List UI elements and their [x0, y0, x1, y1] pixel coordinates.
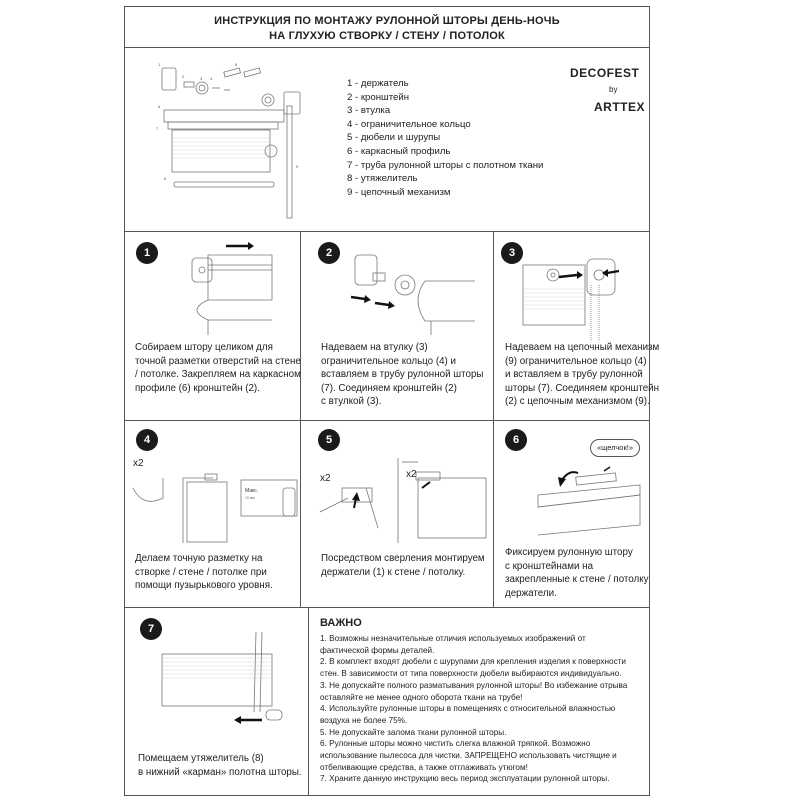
step-6-illustration — [530, 455, 645, 535]
diagram-label-2: 2 — [182, 74, 185, 79]
part-item: 6 - каркасный профиль — [347, 145, 451, 157]
step-4-inset-label: Макс. — [245, 488, 259, 494]
important-heading: ВАЖНО — [320, 617, 362, 629]
step-3-text — [505, 341, 659, 409]
step-text-line: шторы (7). Соединяем кронштейн — [505, 382, 660, 394]
brand-partner: ARTTEX — [594, 100, 645, 114]
step-text-line: Делаем точную разметку на — [135, 553, 263, 564]
page-title — [124, 14, 650, 44]
important-notes — [320, 633, 638, 785]
part-item: 3 - втулка — [347, 105, 391, 117]
step-text-line: с кронштейнами на — [505, 560, 594, 572]
step-text-line: точной разметки отверстий на стене — [135, 355, 301, 367]
title-line-2: НА ГЛУХУЮ СТВОРКУ / СТЕНУ / ПОТОЛОК — [269, 30, 505, 42]
important-line: 1. Возможны незначительные отличия используемых изображений от — [320, 634, 586, 643]
step-text-line: (2) с цепочным механизмом (9). — [505, 396, 650, 408]
parts-legend — [347, 77, 543, 199]
important-line: 6. Рулонные шторы можно чистить слегка влажной тряпкой. Возможно — [320, 739, 591, 749]
part-item: 7 - труба рулонной шторы с полотном ткани — [347, 159, 544, 171]
step-1-text — [135, 341, 301, 395]
step-text-line: помощи пузырькового уровня. — [135, 580, 273, 592]
important-line: использование пылесоса для чистки. ЗАПРЕЩЕНО использовать чистящие и — [320, 751, 617, 761]
step-3-badge: 3 — [501, 242, 523, 264]
part-item: 2 - кронштейн — [347, 91, 410, 103]
part-item: 1 - держатель — [347, 78, 409, 89]
step-text-line: закрепленные к стене / потолку — [505, 574, 649, 586]
diagram-label-9: 9 — [296, 164, 299, 169]
step-5-illustration — [318, 458, 493, 543]
step-text-line: в нижний «карман» полотна шторы. — [138, 766, 302, 778]
divider — [308, 607, 309, 796]
part-item: 5 - дюбели и шурупы — [347, 132, 441, 144]
step-text-line: Надеваем на цепочный механизм — [505, 342, 660, 353]
diagram-label-5: 5 — [235, 62, 238, 67]
important-line: стен. В зависимости от типа поверхности дюбели выбираются индивидуально. — [320, 669, 622, 679]
step-2-text — [321, 341, 483, 409]
step-6-badge: 6 — [505, 429, 527, 451]
diagram-label-7: 7 — [156, 126, 159, 131]
important-line: оставляйте не менее одного оборота ткани на трубе! — [320, 692, 523, 702]
important-line: воздуха не более 75%. — [320, 715, 408, 725]
step-text-line: (7). Соединяем кронштейн (2) — [321, 382, 457, 394]
brand-name: DECOFEST — [570, 66, 640, 80]
important-line: 5. Не допускайте залома ткани рулонной шторы. — [320, 727, 507, 737]
step-text-line: Надеваем на втулку (3) — [321, 342, 428, 353]
step-text-line: Посредством сверления монтируем — [321, 553, 485, 564]
step-1-illustration — [178, 240, 278, 335]
diagram-label-3: 3 — [200, 76, 203, 81]
step-4-badge: 4 — [136, 429, 158, 451]
diagram-label-6: 6 — [158, 104, 161, 109]
step-6-text — [505, 546, 649, 600]
step-7-illustration — [158, 632, 303, 737]
divider — [124, 47, 650, 48]
step-text-line: Фиксируем рулонную штору — [505, 547, 633, 558]
step-5-multiplier: x2 — [406, 469, 417, 480]
part-item: 9 - цепочный механизм — [347, 186, 451, 198]
diagram-label-4: 4 — [210, 76, 213, 81]
important-line: фактической формы деталей. — [320, 645, 435, 655]
step-4-text — [135, 552, 273, 593]
step-5-badge: 5 — [318, 429, 340, 451]
divider — [124, 607, 650, 608]
step-text-line: створке / стене / потолке при — [135, 566, 267, 578]
step-text-line: держатели. — [505, 587, 557, 599]
step-text-line: Помещаем утяжелитель (8) — [138, 753, 264, 764]
step-text-line: / потолке. Закрепляем на каркасном — [135, 369, 301, 381]
diagram-label-1: 1 — [158, 62, 161, 67]
step-6-callout: «щелчок!» — [590, 439, 640, 457]
step-text-line: вставляем в трубу рулонной шторы — [321, 369, 484, 381]
important-line: отбеливающие средства, а также отглаживать утюгом! — [320, 762, 528, 772]
step-1-badge: 1 — [136, 242, 158, 264]
diagram-label-8: 8 — [164, 176, 167, 181]
step-text-line: ограничительное кольцо (4) и — [321, 355, 457, 367]
important-line: 2. В комплект входят дюбели с шурупами для крепления изделия к поверхности — [320, 657, 626, 667]
divider — [124, 420, 650, 421]
step-text-line: с втулкой (3). — [321, 396, 382, 408]
step-4-illustration — [133, 468, 303, 543]
step-5-text — [321, 552, 485, 579]
important-line: 4. Используйте рулонные шторы в помещениях с относительной влажностью — [320, 704, 616, 714]
part-item: 8 - утяжелитель — [347, 173, 418, 185]
step-2-illustration — [345, 245, 475, 335]
step-7-badge: 7 — [140, 618, 162, 640]
divider — [493, 420, 494, 607]
step-4-inset-sub: 10 мм — [245, 496, 255, 500]
step-2-badge: 2 — [318, 242, 340, 264]
step-4-multiplier: x2 — [133, 458, 144, 469]
title-line-1: ИНСТРУКЦИЯ ПО МОНТАЖУ РУЛОННОЙ ШТОРЫ ДЕНЬ-НОЧЬ — [214, 15, 560, 27]
step-7-text — [138, 752, 302, 779]
step-text-line: держатели (1) к стене / потолку. — [321, 566, 466, 578]
step-5-multiplier: x2 — [320, 473, 331, 484]
divider — [493, 231, 494, 420]
part-item: 4 - ограничительное кольцо — [347, 118, 471, 130]
parts-diagram — [150, 58, 320, 223]
step-text-line: Собираем штору целиком для — [135, 342, 273, 353]
step-text-line: (9) ограничительное кольцо (4) — [505, 355, 647, 367]
step-text-line: и вставляем в трубу рулонной — [505, 369, 643, 381]
important-line: 7. Храните данную инструкцию весь период эксплуатации рулонной шторы. — [320, 774, 610, 784]
brand-by: by — [609, 85, 618, 94]
step-3-illustration — [515, 245, 645, 340]
divider — [124, 231, 650, 232]
important-line: 3. Не допускайте полного разматывания рулонной шторы! Во избежание отрыва — [320, 680, 628, 690]
step-text-line: профиле (6) кронштейн (2). — [135, 382, 260, 394]
